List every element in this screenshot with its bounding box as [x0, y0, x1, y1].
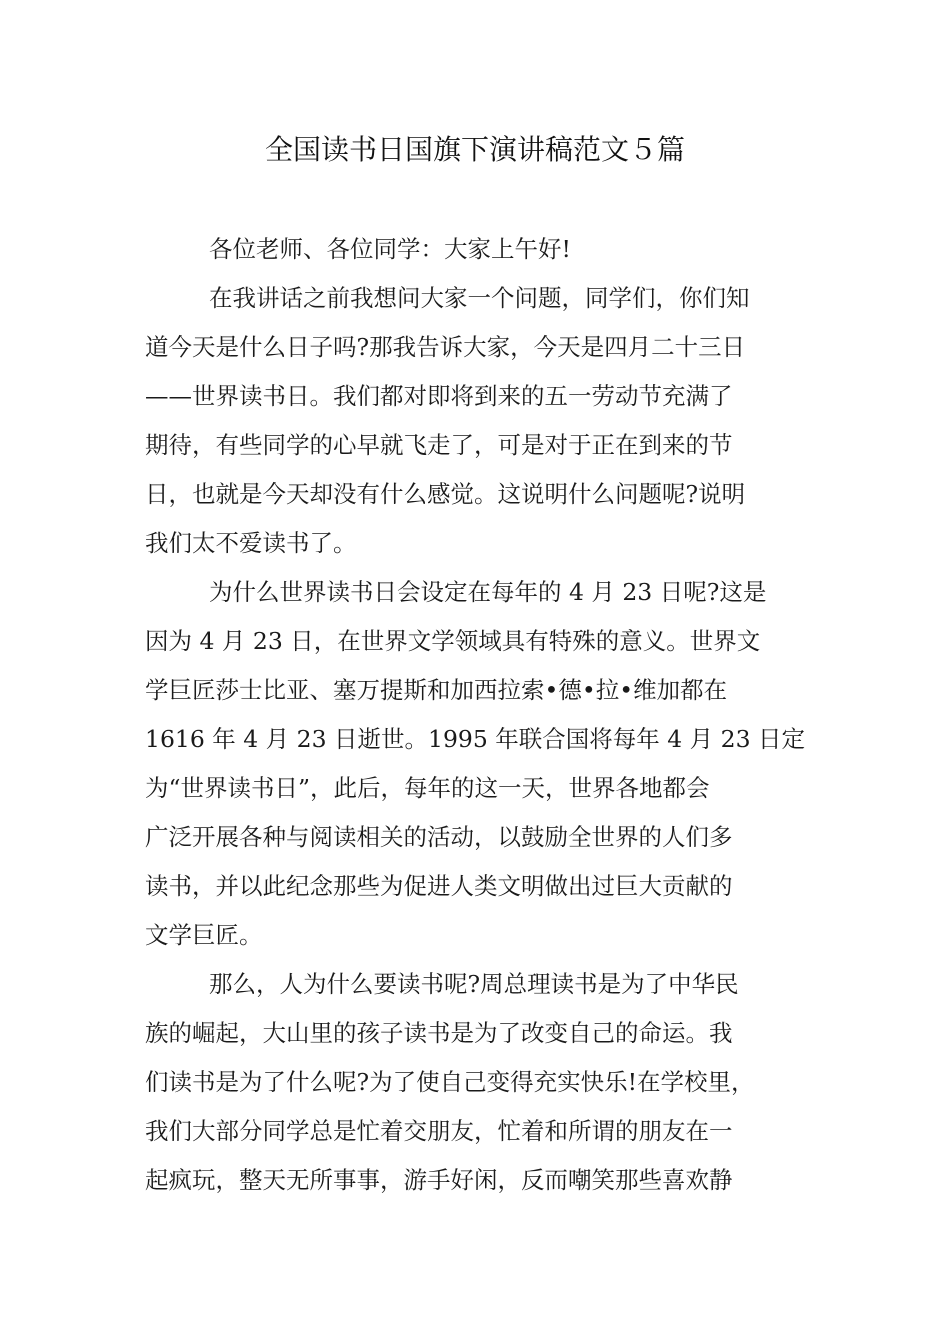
text-line: 在我讲话之前我想问大家一个问题，同学们，你们知 [209, 284, 750, 312]
text-line: 我们大部分同学总是忙着交朋友，忙着和所谓的朋友在一 [145, 1117, 733, 1145]
text-line: 广泛开展各种与阅读相关的活动，以鼓励全世界的人们多 [145, 823, 733, 851]
text-line: 学巨匠莎士比亚、塞万提斯和加西拉索•德•拉•维加都在 [145, 676, 728, 704]
text-line: 因为 4 月 23 日，在世界文学领域具有特殊的意义。世界文 [145, 627, 761, 655]
text-line: 读书，并以此纪念那些为促进人类文明做出过巨大贡献的 [145, 872, 733, 900]
text-line: 为什么世界读书日会设定在每年的 4 月 23 日呢?这是 [209, 578, 767, 606]
text-line: 那么，人为什么要读书呢?周总理读书是为了中华民 [209, 970, 739, 998]
text-line: 族的崛起，大山里的孩子读书是为了改变自己的命运。我 [145, 1019, 733, 1047]
text-line: 各位老师、各位同学：大家上午好! [209, 235, 571, 263]
text-line: 1616 年 4 月 23 日逝世。1995 年联合国将每年 4 月 23 日定 [145, 725, 806, 753]
text-line: 为“世界读书日”，此后，每年的这一天，世界各地都会 [145, 774, 710, 802]
text-line: 起疯玩，整天无所事事，游手好闲，反而嘲笑那些喜欢静 [145, 1166, 733, 1194]
text-line: 文学巨匠。 [145, 921, 263, 949]
text-line: ——世界读书日。我们都对即将到来的五一劳动节充满了 [145, 382, 733, 410]
text-line: 期待，有些同学的心早就飞走了，可是对于正在到来的节 [145, 431, 733, 459]
document-body [145, 225, 810, 1205]
text-line: 我们太不爱读书了。 [145, 529, 357, 557]
document-title: 全国读书日国旗下演讲稿范文５篇 [264, 133, 685, 166]
text-line: 日，也就是今天却没有什么感觉。这说明什么问题呢?说明 [145, 480, 746, 508]
text-line: 道今天是什么日子吗?那我告诉大家，今天是四月二十三日 [145, 333, 746, 361]
text-line: 们读书是为了什么呢?为了使自己变得充实快乐!在学校里， [145, 1068, 755, 1096]
